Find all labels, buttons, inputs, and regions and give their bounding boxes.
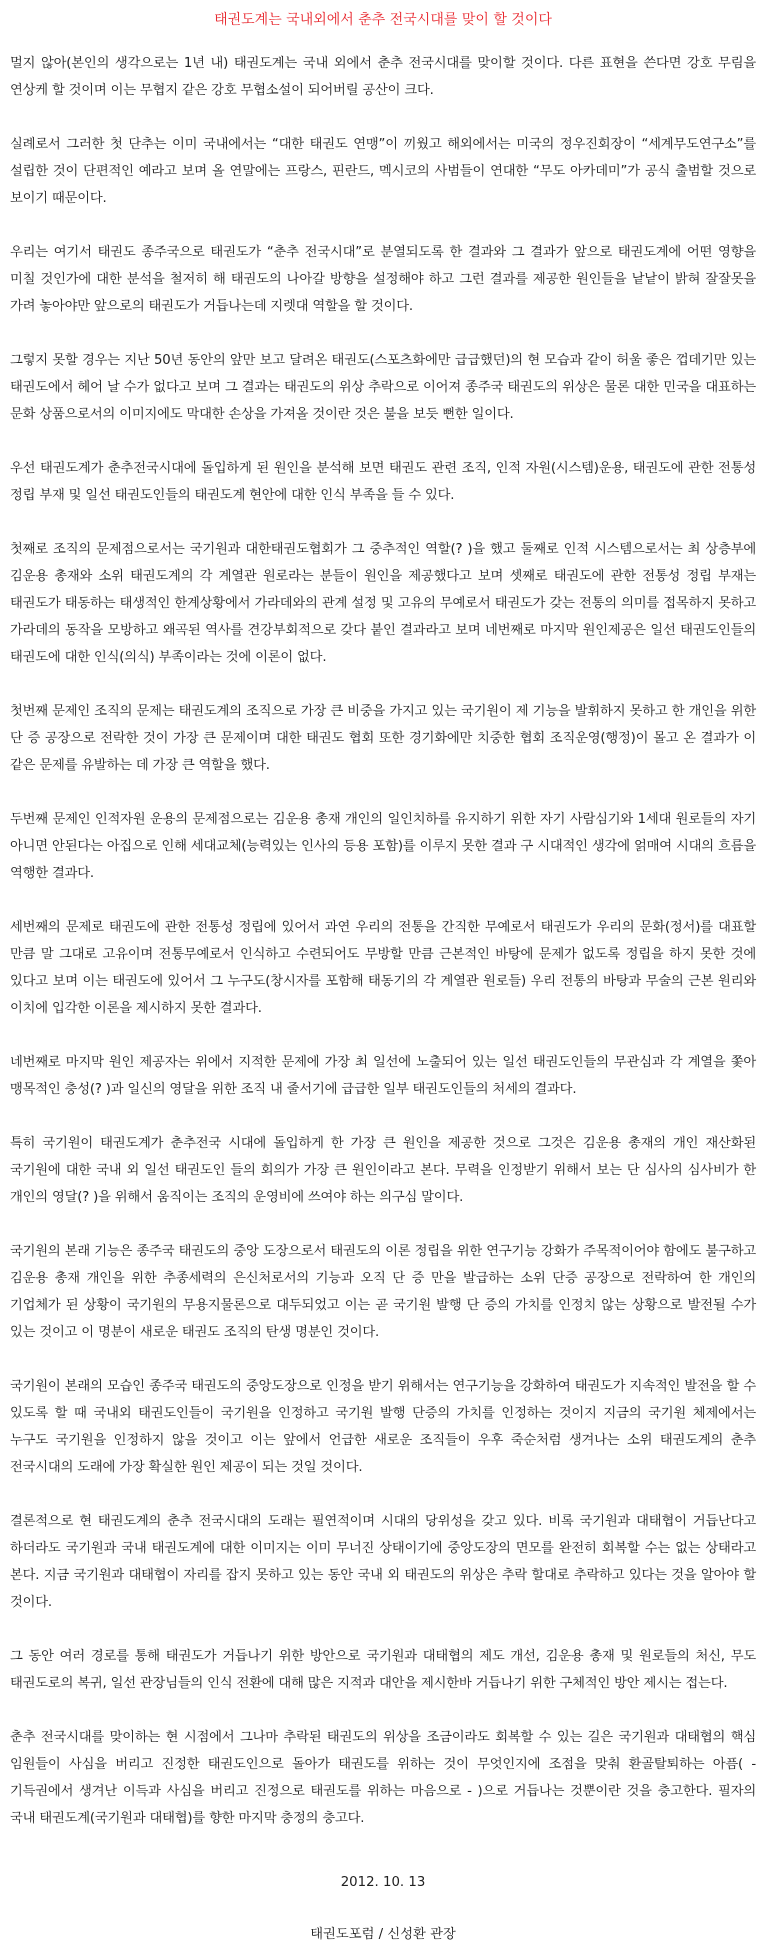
- paragraph: 국기원이 본래의 모습인 종주국 태권도의 중앙도장으로 인정을 받기 위해서는 연구기능을 강화하여 태권도가 지속적인 발전을 할 수 있도록 할 때 국내외 태권도인들이 국기원을 인정하고 국기원 발행 단증의 가치를 인정하는 것이지 지금의 국기원 체제에서는 누구도 국기원을 인정하지 않을 것이고 이는 앞에서 언급한 새로운 조직들이 우후 죽순처럼 생겨나는 소위 태권도계의 춘추 전국시대의 도래에 가장 확실한 원인 제공이 되는 것일 것이다.: [10, 1379, 756, 1475]
- paragraph: 춘추 전국시대를 맞이하는 현 시점에서 그나마 추락된 태권도의 위상을 조금이라도 회복할 수 있는 길은 국기원과 대태협의 핵심 임원들이 사심을 버리고 진정한 태권도인으로 돌아가 태권도를 위하는 것이 무엇인지에 조점을 맞춰 환골탈퇴하는 아픔( - 기득권에서 생겨난 이득과 사심을 버리고 진정으로 태권도를 위하는 마음으로 - )으로 거듭나는 것뿐이란 것을 충고한다. 필자의 국내 태권도계(국기원과 대태협)를 향한 마지막 충정의 충고다.: [10, 1730, 756, 1826]
- paragraph: 네번째로 마지막 원인 제공자는 위에서 지적한 문제에 가장 최 일선에 노출되어 있는 일선 태권도인들의 무관심과 각 계열을 쫓아 맹목적인 충성(? )과 일신의 영달을 위한 조직 내 줄서기에 급급한 일부 태권도인들의 처세의 결과다.: [10, 1055, 756, 1097]
- paragraph: 결론적으로 현 태권도계의 춘추 전국시대의 도래는 필연적이며 시대의 당위성을 갖고 있다. 비록 국기원과 대태협이 거듭난다고 하더라도 국기원과 국내 태권도계에 대한 이미지는 이미 무너진 상태이기에 중앙도장의 면모를 완전히 회복할 수는 없는 상태라고 본다. 지금 국기원과 대태협이 자리를 잡지 못하고 있는 동안 국내 외 태권도의 위상은 추락 할대로 추락하고 있다는 것을 알아야 할 것이다.: [10, 1514, 756, 1610]
- paragraph: 우리는 여기서 태권도 종주국으로 태권도가 “춘추 전국시대”로 분열되도록 한 결과와 그 결과가 앞으로 태권도계에 어떤 영향을 미칠 것인가에 대한 분석을 철저히 해 태권도의 나아갈 방향을 설정해야 하고 그런 결과를 제공한 원인들을 낱낱이 밝혀 잘잘못을 가려 놓아야만 앞으로의 태권도가 거듭나는데 지렛대 역할을 할 것이다.: [10, 245, 756, 314]
- paragraph: 첫번째 문제인 조직의 문제는 태권도계의 조직으로 가장 큰 비중을 가지고 있는 국기원이 제 기능을 발휘하지 못하고 한 개인을 위한 단 증 공장으로 전락한 것이 가장 큰 문제이며 대한 태권도 협회 또한 경기화에만 치중한 협회 조직운영(행정)이 몰고 온 결과가 이 같은 문제를 유발하는 데 가장 큰 역할을 했다.: [10, 704, 756, 773]
- paragraph: 그 동안 여러 경로를 통해 태권도가 거듭나기 위한 방안으로 국기원과 대태협의 제도 개선, 김운용 총재 및 원로들의 처신, 무도 태권도로의 복귀, 일선 관장님들의 인식 전환에 대해 많은 지적과 대안을 제시한바 거듭나기 위한 구체적인 방안 제시는 접는다.: [10, 1649, 756, 1691]
- article-date: 2012. 10. 13: [340, 1875, 426, 1890]
- article-title: 태권도계는 국내외에서 춘추 전국시대를 맞이 할 것이다: [214, 12, 552, 28]
- article-footer: [10, 1872, 756, 1946]
- paragraph: 특히 국기원이 태권도계가 춘추전국 시대에 돌입하게 한 가장 큰 원인을 제공한 것으로 그것은 김운용 총재의 개인 재산화된 국기원에 대한 국내 외 일선 태권도인 들의 회의가 가장 큰 원인이라고 본다. 무력을 인정받기 위해서 보는 단 심사의 심사비가 한 개인의 영달(? )을 위해서 움직이는 조직의 운영비에 쓰여야 하는 의구심 말이다.: [10, 1136, 756, 1205]
- paragraph: 멀지 않아(본인의 생각으로는 1년 내) 태권도계는 국내 외에서 춘추 전국시대를 맞이할 것이다. 다른 표현을 쓴다면 강호 무림을 연상케 할 것이며 이는 무협지 같은 강호 무협소설이 되어버릴 공산이 크다.: [10, 56, 756, 98]
- paragraph: 두번째 문제인 인적자원 운용의 문제점으로는 김운용 총재 개인의 일인치하를 유지하기 위한 자기 사람심기와 1세대 원로들의 자기 아니면 안된다는 아집으로 인해 세대교체(능력있는 인사의 등용 포함)를 이루지 못한 결과 구 시대적인 생각에 얽매여 시대의 흐름을 역행한 결과다.: [10, 812, 756, 881]
- paragraph: 국기원의 본래 기능은 종주국 태권도의 중앙 도장으로서 태권도의 이론 정립을 위한 연구기능 강화가 주목적이어야 함에도 불구하고 김운용 총재 개인을 위한 추종세력의 은신처로서의 기능과 오직 단 증 만을 발급하는 소위 단증 공장으로 전락하여 한 개인의 기업체가 된 상황이 국기원의 무용지물론으로 대두되었고 이는 곧 국기원 발행 단 증의 가치를 인정치 않는 상황으로 발전될 수가 있는 것이고 이 명분이 새로운 태권도 조직의 탄생 명분인 것이다.: [10, 1244, 756, 1340]
- article-body: [10, 50, 756, 1832]
- paragraph: 우선 태권도계가 춘추전국시대에 돌입하게 된 원인을 분석해 보면 태권도 관련 조직, 인적 자원(시스템)운용, 태권도에 관한 전통성 정립 부재 및 일선 태권도인들의 태권도계 현안에 대한 인식 부족을 들 수 있다.: [10, 461, 756, 503]
- paragraph: 그렇지 못할 경우는 지난 50년 동안의 앞만 보고 달려온 태권도(스포츠화에만 급급했던)의 현 모습과 같이 허울 좋은 껍데기만 있는 태권도에서 헤어 날 수가 없다고 보며 그 결과는 태권도의 위상 추락으로 이어져 종주국 태권도의 위상은 물론 대한 민국을 대표하는 문화 상품으로서의 이미지에도 막대한 손상을 가져올 것이란 것은 불을 보듯 뻔한 일이다.: [10, 353, 756, 422]
- article-author: 태권도포럼 / 신성환 관장: [310, 1927, 456, 1942]
- paragraph: 세번째의 문제로 태권도에 관한 전통성 정립에 있어서 과연 우리의 전통을 간직한 무예로서 태권도가 우리의 문화(정서)를 대표할 만큼 말 그대로 고유이며 전통무예로서 인식하고 수련되어도 무방할 만큼 근본적인 바탕에 문제가 없도록 정립을 하지 못한 것에 있다고 보며 이는 태권도에 있어서 그 누구도(창시자를 포함해 태동기의 각 계열관 원로들) 우리 전통의 바탕과 무술의 근본 원리와 이치에 입각한 이론을 제시하지 못한 결과다.: [10, 920, 756, 1016]
- paragraph: 실례로서 그러한 첫 단추는 이미 국내에서는 “대한 태권도 연맹”이 끼웠고 해외에서는 미국의 정우진회장이 “세계무도연구소”를 설립한 것이 단편적인 예라고 보며 올 연말에는 프랑스, 핀란드, 멕시코의 사범들이 연대한 “무도 아카데미”가 공식 출범할 것으로 보이기 때문이다.: [10, 137, 756, 206]
- paragraph: 첫째로 조직의 문제점으로서는 국기원과 대한태권도협회가 그 중추적인 역할(? )을 했고 둘째로 인적 시스템으로서는 최 상층부에 김운용 총재와 소위 태권도계의 각 계열관 원로라는 분들이 원인을 제공했다고 보며 셋째로 태권도에 관한 전통성 정립 부재는 태권도가 태동하는 태생적인 한계상황에서 가라데와의 관계 설정 및 고유의 무예로서 태권도가 갖는 전통의 의미를 접목하지 못하고 가라데의 동작을 모방하고 왜곡된 역사를 견강부회적으로 갖다 붙인 결과라고 보며 네번째로 마지막 원인제공은 일선 태권도인들의 태권도에 대한 인식(의식) 부족이라는 것에 이론이 없다.: [10, 542, 756, 665]
